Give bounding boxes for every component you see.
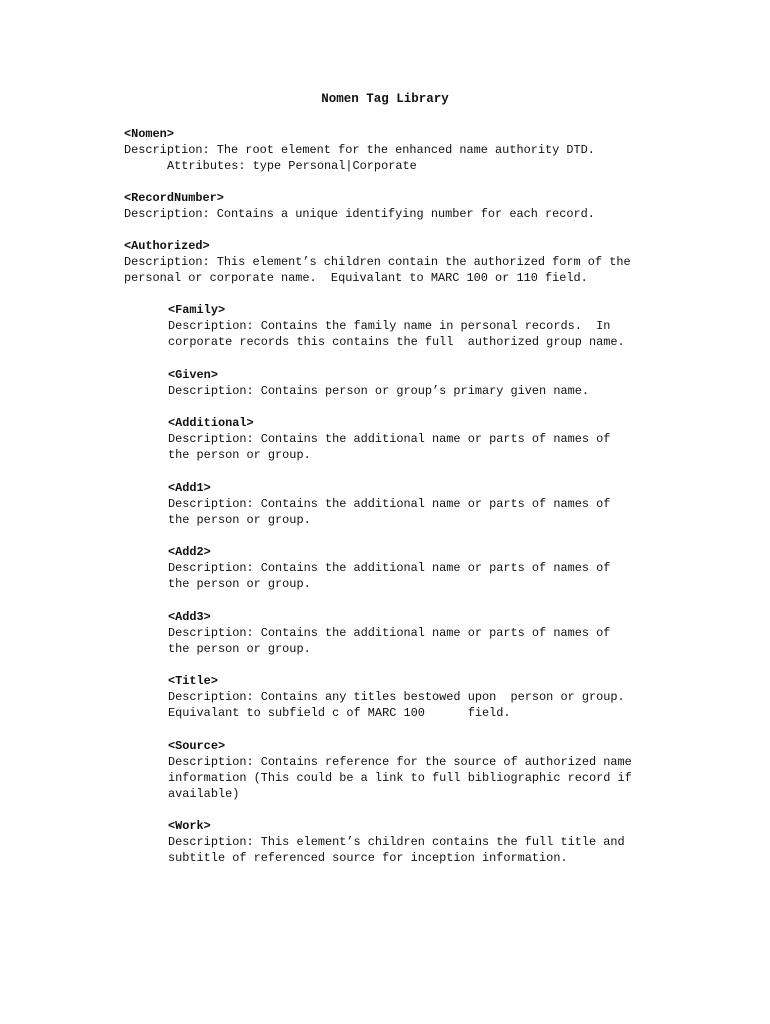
tag-entry-add1 — [168, 480, 770, 528]
tag-name: <Given> — [168, 368, 218, 382]
tag-description: Description: Contains the additional name or parts of names of — [168, 626, 611, 640]
tag-name: <Work> — [168, 819, 211, 833]
tag-name: <Add3> — [168, 610, 211, 624]
tag-attributes: Attributes: type Personal|Corporate — [167, 159, 417, 173]
tag-name: <Title> — [168, 674, 218, 688]
tag-name: <Add1> — [168, 481, 211, 495]
tag-description-cont: the person or group. — [168, 513, 311, 527]
tag-name: <Authorized> — [124, 239, 210, 253]
tag-entry-title — [168, 673, 770, 721]
tag-entry-family — [168, 302, 770, 350]
tag-entry-recordnumber — [124, 190, 744, 222]
tag-description-cont: subtitle of referenced source for inception information. — [168, 851, 568, 865]
tag-description: Description: This element’s children contain the authorized form of the — [124, 255, 631, 269]
tag-entry-work — [168, 818, 770, 866]
tag-description-cont: personal or corporate name. Equivalant to MARC 100 or 110 field. — [124, 271, 588, 285]
tag-description: Description: Contains any titles bestowed upon person or group. — [168, 690, 625, 704]
tag-name: <Add2> — [168, 545, 211, 559]
tag-name: <Nomen> — [124, 127, 174, 141]
tag-description: Description: Contains the additional name or parts of names of — [168, 432, 611, 446]
tag-entry-additional — [168, 415, 770, 463]
tag-description-cont: the person or group. — [168, 642, 311, 656]
tag-entry-given — [168, 367, 770, 399]
tag-entry-nomen — [124, 126, 744, 174]
tag-description: Description: Contains the additional name or parts of names of — [168, 497, 611, 511]
tag-entry-authorized — [124, 238, 744, 286]
tag-description-cont: corporate records this contains the full authorized group name. — [168, 335, 625, 349]
tag-description: Description: Contains person or group’s primary given name. — [168, 384, 589, 398]
tag-description-cont: information (This could be a link to full bibliographic record if — [168, 771, 632, 785]
tag-description: Description: Contains reference for the source of authorized name — [168, 755, 632, 769]
tag-description: Description: The root element for the enhanced name authority DTD. — [124, 143, 595, 157]
page-title: Nomen Tag Library — [321, 92, 449, 106]
tag-description: Description: This element’s children contains the full title and — [168, 835, 625, 849]
tag-description-cont: available) — [168, 787, 240, 801]
tag-entry-source — [168, 738, 770, 802]
tag-description: Description: Contains the additional name or parts of names of — [168, 561, 611, 575]
tag-description-cont: Equivalant to subfield c of MARC 100 field. — [168, 706, 511, 720]
tag-description: Description: Contains a unique identifying number for each record. — [124, 207, 595, 221]
tag-entry-add2 — [168, 544, 770, 592]
tag-name: <Source> — [168, 739, 226, 753]
tag-name: <RecordNumber> — [124, 191, 224, 205]
tag-description-cont: the person or group. — [168, 448, 311, 462]
tag-name: <Additional> — [168, 416, 254, 430]
tag-entry-add3 — [168, 609, 770, 657]
tag-description-cont: the person or group. — [168, 577, 311, 591]
tag-description: Description: Contains the family name in personal records. In — [168, 319, 611, 333]
tag-name: <Family> — [168, 303, 226, 317]
